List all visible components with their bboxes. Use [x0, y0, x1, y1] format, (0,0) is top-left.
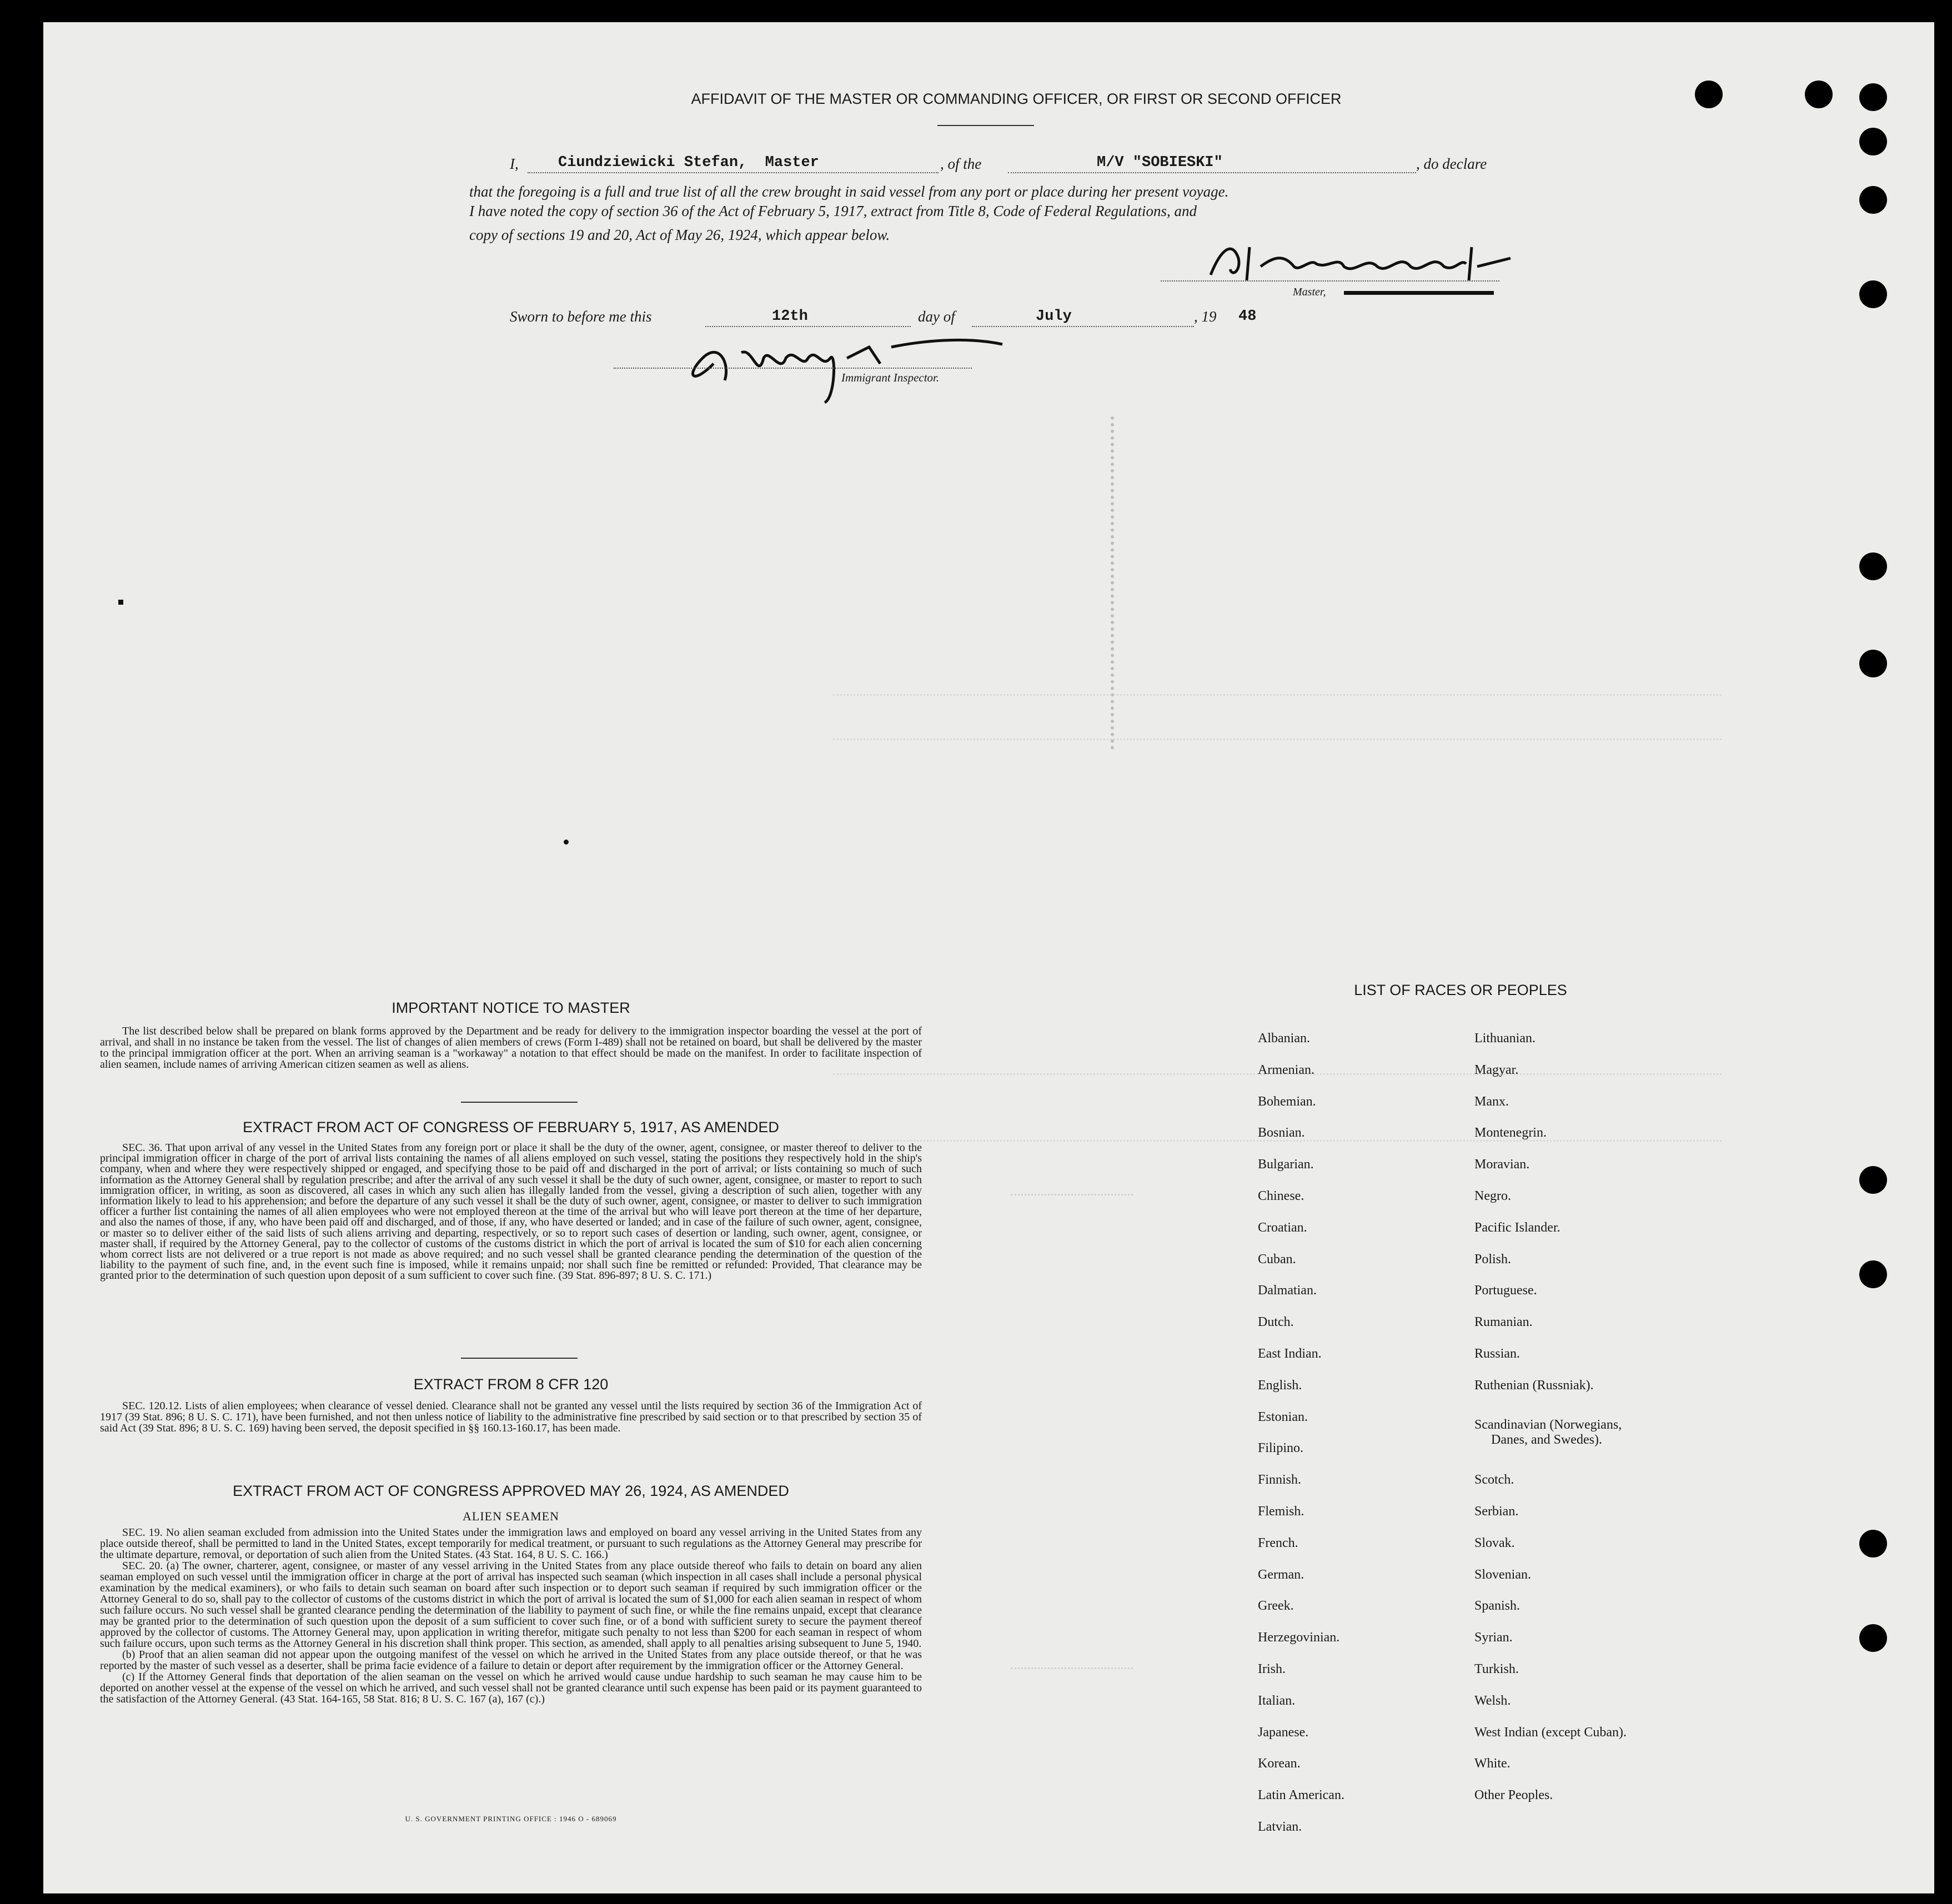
alien-seamen-subtitle: ALIEN SEAMEN — [463, 1509, 559, 1523]
race-item: Irish. — [1258, 1662, 1286, 1676]
notice-title: IMPORTANT NOTICE TO MASTER — [392, 999, 630, 1016]
races-title: LIST OF RACES OR PEOPLES — [1354, 982, 1567, 998]
race-item: Portuguese. — [1474, 1283, 1537, 1298]
affidavit-line-3: I have noted the copy of section 36 of the Act of February 5, 1917, extract from Title 8, Code of Federal Regulations, and — [469, 203, 1197, 219]
race-item: Magyar. — [1474, 1062, 1519, 1077]
section-20a: SEC. 20. (a) The owner, charterer, agent, consignee, or master of any vessel arriving in the United States from any place outside thereof who fails to detain on board any alien seaman employed on such vessel until the immigration officer in charge at the port of arrival has inspected such seaman (which inspection in all cases shall include a personal physical examination by the medical examiners), or who fails to detain such seaman on board after such inspection or to deport such seaman if required by such immigration officer or the Attorney General to do so, shall pay to the collector of customs of the customs district in which the port of arrival is located the sum of $1,000 for each alien seaman in respect of whom such failure occurs. No such vessel shall be granted clearance pending the determination of the liability to payment of such fine, or while the fine remains unpaid, except that clearance may be granted prior to the determination of such question upon the deposit of a sum sufficient to cover such fine, or of a bond with sufficient surety to secure the payment thereof approved by the collector of customs. The Attorney General may, upon application in writing therefor, mitigate such penalty to not less than $200 for each seaman in respect of whom such failure occurs, upon such terms as the Attorney General in his discretion shall think proper. This section, as amended, shall apply to all penalties arising subsequent to June 5, 1940. — [100, 1560, 922, 1650]
race-item: Polish. — [1474, 1252, 1512, 1267]
extract-1917-title: EXTRACT FROM ACT OF CONGRESS OF FEBRUARY 5, 1917, AS AMENDED — [243, 1119, 779, 1136]
race-item: Russian. — [1474, 1347, 1521, 1361]
extract-1917-text: SEC. 36. That upon arrival of any vessel in the United States from any foreign port or place it shall be the duty of the owner, agent, consignee, or master thereof to deliver to the principal immigration officer in charge of the port of arrival lists containing the names of all aliens employed on such vessel, stating the positions they respectively hold in the ship's company, when and where they were respectively shipped or engaged, and specifying those to be paid off and discharged in the port of arrival; or lists containing so much of such information as the Attorney General shall by regulation prescribe; and after the arrival of any such vessel it shall be the duty of such owner, agent, consignee, or master to report to such immigration officer, in writing, as soon as discovered, all cases in which any such alien has illegally landed from the vessel, giving a description of such alien, together with any information likely to lead to his apprehension; and before the departure of any such vessel it shall be the duty of such owner, agent, consignee, or master to deliver to such immigration officer a further list containing the names of all alien employees who were not employed thereon at the time of the arrival but who will leave port thereon at the time of her departure, and also the names of those, if any, who have been paid off and discharged, and of those, if any, who have deserted or landed; and in case of the failure of such owner, agent, consignee, or master so to deliver either of the said lists of such aliens arriving and departing, respectively, or so to report such cases of desertion or landing, such owner, agent, consignee, or master shall, if required by the Attorney General, pay to the collector of customs of the customs district in which the port of arrival is located the sum of $10 for each alien concerning whom correct lists are not delivered or a true report is not made as above required; and no such vessel shall be granted clearance pending the determination of the question of the liability to the payment of such fine, and, in the event such fine is imposed, while it remains unpaid; nor shall such fine be remitted or refunded: Provided, That clearance may be granted prior to the determination of such question upon deposit of a sum sufficient to cover such fine. (39 Stat. 896-897; 8 U. S. C. 171.) — [100, 1142, 922, 1282]
master-signature — [1200, 236, 1522, 292]
race-item: Bosnian. — [1258, 1126, 1305, 1141]
race-item: Flemish. — [1258, 1504, 1304, 1519]
race-item: Italian. — [1258, 1693, 1296, 1708]
bleed-through — [833, 739, 1722, 1075]
race-item: White. — [1474, 1756, 1511, 1771]
race-item: Syrian. — [1474, 1630, 1513, 1645]
divider — [461, 1358, 578, 1359]
race-item: Serbian. — [1474, 1504, 1519, 1519]
race-item: Estonian. — [1258, 1409, 1308, 1424]
punch-hole — [1859, 186, 1887, 214]
punch-hole — [1859, 650, 1887, 677]
sworn-day: 12th — [772, 308, 808, 325]
race-item: German. — [1258, 1567, 1304, 1582]
race-item: Latin American. — [1258, 1788, 1344, 1803]
day-of-text: day of — [918, 308, 955, 325]
of-the-text: , of the — [940, 155, 982, 172]
extract-8cfr-title: EXTRACT FROM 8 CFR 120 — [413, 1376, 609, 1393]
affidavit-title: AFFIDAVIT OF THE MASTER OR COMMANDING OFFICER, OR FIRST OR SECOND OFFICER — [691, 91, 1342, 107]
race-item: Manx. — [1474, 1094, 1509, 1109]
race-item: Lithuanian. — [1474, 1031, 1535, 1046]
sworn-month: July — [1036, 308, 1072, 325]
extract-1924-title: EXTRACT FROM ACT OF CONGRESS APPROVED MAY 26, 1924, AS AMENDED — [233, 1483, 789, 1499]
race-item: Other Peoples. — [1474, 1788, 1553, 1803]
race-item: East Indian. — [1258, 1347, 1322, 1361]
race-item: Dutch. — [1258, 1315, 1294, 1330]
do-declare-text: , do declare — [1416, 155, 1487, 172]
punch-hole — [1859, 1260, 1887, 1288]
bleed-through — [1011, 1194, 1133, 1669]
race-item: Montenegrin. — [1474, 1126, 1547, 1141]
race-item: Welsh. — [1474, 1693, 1511, 1708]
race-item: Filipino. — [1258, 1441, 1304, 1456]
vessel-name: M/V "SOBIESKI" — [1097, 154, 1223, 171]
race-item: Finnish. — [1258, 1473, 1302, 1488]
section-19: SEC. 19. No alien seaman excluded from admission into the United States under the immigration laws and employed on board any vessel arriving in the United States from any place outside thereof, shall be permitted to land in the United States, except temporarily for medical treatment, or pursuant to such regulations as the Attorney General may prescribe for the ultimate departure, removal, or deportation of such alien from the United States. (43 Stat. 164, 8 U. S. C. 166.) — [100, 1526, 922, 1561]
race-item: Ruthenian (Russniak). — [1474, 1378, 1594, 1393]
punch-hole — [1859, 1530, 1887, 1558]
race-item: Greek. — [1258, 1599, 1294, 1614]
race-item: Moravian. — [1474, 1157, 1530, 1172]
day-field — [705, 308, 911, 327]
race-item: Slovak. — [1474, 1535, 1515, 1550]
race-item: Cuban. — [1258, 1252, 1296, 1267]
race-item: Spanish. — [1474, 1599, 1521, 1614]
punch-hole — [1859, 128, 1887, 155]
punch-hole — [1695, 81, 1723, 108]
race-item: Scotch. — [1474, 1473, 1514, 1488]
race-item: Scandinavian (Norwegians, — [1474, 1418, 1622, 1432]
master-caption: Master, — [1293, 286, 1326, 298]
affidavit-i: I, — [510, 155, 519, 172]
race-item: Latvian. — [1258, 1820, 1302, 1834]
race-item: Danes, and Swedes). — [1491, 1433, 1602, 1447]
speck — [118, 600, 123, 605]
punch-hole — [1859, 1166, 1887, 1194]
race-item: Albanian. — [1258, 1031, 1310, 1046]
race-item: Armenian. — [1258, 1062, 1314, 1077]
race-item: Negro. — [1474, 1189, 1511, 1203]
section-20b: (b) Proof that an alien seaman did not appear upon the outgoing manifest of the vessel on which he arrived in the United States from any place outside thereof, or that he was reported by the master of such vessel as a deserter, shall be prima facie evidence of a failure to detain or deport after requirement by the immigration officer or the Attorney General. — [100, 1649, 922, 1672]
extract-1924-text — [100, 1527, 922, 1705]
year-prefix: , 19 — [1194, 308, 1217, 325]
notice-text: The list described below shall be prepared on blank forms approved by the Department and be ready for delivery to the immigration inspector boarding the vessel at the port of arrival, and shall in no instance be taken from the vessel. The list of changes of alien members of crews (Form I-489) shall not be retained on board, but shall be delivered by the master to the principal immigration officer at the port. When an arriving seaman is a "workaway" a notation to that effect should be made on the manifest. In order to facilitate inspection of alien seamen, include names of arriving American citizen seamen as well as aliens. — [100, 1025, 922, 1071]
sworn-year: 48 — [1238, 308, 1257, 325]
race-item: Korean. — [1258, 1756, 1301, 1771]
race-item: West Indian (except Cuban). — [1474, 1725, 1627, 1740]
race-item: Japanese. — [1258, 1725, 1309, 1740]
punch-hole — [1859, 1624, 1887, 1652]
divider — [937, 125, 1034, 126]
race-item: English. — [1258, 1378, 1302, 1393]
punch-hole — [1859, 83, 1887, 111]
extract-8cfr-text: SEC. 120.12. Lists of alien employees; when clearance of vessel denied. Clearance shall not be granted any vessel until the lists required by section 36 of the Immigration Act of 1917 (39 Stat. 896; 8 U. S. C. 171), have been furnished, and not then unless notice of liability to the administrative fine prescribed by said section or to that prescribed by section 35 of said Act (39 Stat. 896; 8 U. S. C. 169) having been served, the deposit specified in §§ 160.13-160.17, has been made. — [100, 1400, 922, 1434]
inspector-signature-line — [614, 355, 972, 369]
race-item: Slovenian. — [1474, 1567, 1531, 1582]
race-item: Turkish. — [1474, 1662, 1519, 1676]
divider — [461, 1102, 578, 1103]
race-item: Rumanian. — [1474, 1315, 1533, 1330]
month-field — [972, 308, 1194, 327]
inspector-caption: Immigrant Inspector. — [841, 371, 940, 384]
punch-hole — [1859, 552, 1887, 580]
affidavit-line-4: copy of sections 19 and 20, Act of May 26, 1924, which appear below. — [469, 227, 890, 243]
struck-out-title — [1344, 291, 1494, 295]
race-item: Dalmatian. — [1258, 1283, 1317, 1298]
section-20c: (c) If the Attorney General finds that deportation of the alien seaman on the vessel on which he arrived would cause undue hardship to such seaman he may cause him to be deported on another vessel at the expense of the vessel on which he arrived, and such vessel shall not be granted clearance until such expense has been paid or its payment guaranteed to the satisfaction of the Attorney General. (43 Stat. 164-165, 58 Stat. 816; 8 U. S. C. 167 (a), 167 (c).) — [100, 1671, 922, 1705]
master-signature-line — [1161, 269, 1499, 282]
race-item: Chinese. — [1258, 1189, 1304, 1203]
punch-hole — [1859, 280, 1887, 308]
race-item: French. — [1258, 1535, 1298, 1550]
sworn-prefix: Sworn to before me this — [510, 308, 652, 325]
race-item: Croatian. — [1258, 1220, 1307, 1235]
race-item: Bulgarian. — [1258, 1157, 1314, 1172]
printing-office-footer: U. S. GOVERNMENT PRINTING OFFICE : 1946 O - 689069 — [405, 1815, 617, 1823]
race-item: Herzegovinian. — [1258, 1630, 1340, 1645]
punch-hole — [1805, 81, 1833, 108]
race-item: Bohemian. — [1258, 1094, 1316, 1109]
race-item: Pacific Islander. — [1474, 1220, 1560, 1235]
affidavit-line-2: that the foregoing is a full and true list of all the crew brought in said vessel from any port or place during her present voyage. — [469, 183, 1229, 200]
master-name: Ciundziewicki Stefan, Master — [558, 154, 819, 171]
speck — [564, 840, 569, 845]
